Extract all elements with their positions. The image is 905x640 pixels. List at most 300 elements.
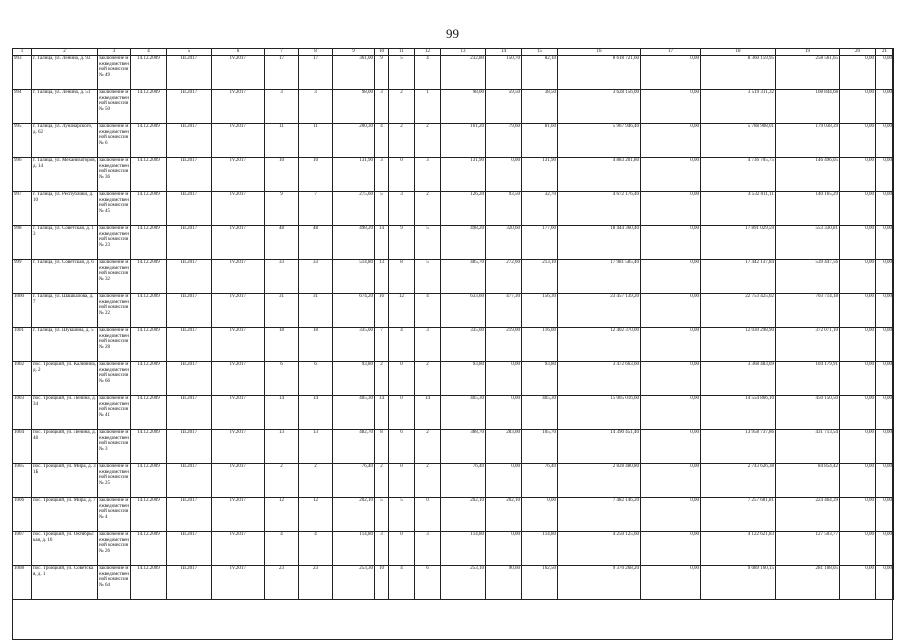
table-cell-col-1: 1005 <box>13 464 32 498</box>
table-cell-col-3: заключение межведомственной комиссии № 6 <box>98 124 131 158</box>
table-cell-col-16: 18 444 360,40 <box>558 226 641 260</box>
table-cell-col-18: 4 736 705,75 <box>701 158 776 192</box>
table-cell-col-12: 5 <box>415 226 441 260</box>
table-row <box>13 328 894 362</box>
table-cell-col-2: г. Талица, ул. Шашкалова, д. 7 <box>32 294 98 328</box>
table-cell-col-9: 114,80 <box>333 532 375 566</box>
column-header-18: 18 <box>701 49 776 56</box>
column-header-3: 3 <box>98 49 131 56</box>
table-cell-col-4: 14.12.2009 <box>131 294 167 328</box>
table-cell-col-21: 0,00 <box>876 328 894 362</box>
table-cell-col-1: 1004 <box>13 430 32 464</box>
table-cell-col-7: 14 <box>265 396 299 430</box>
table-cell-col-8: 33 <box>299 260 333 294</box>
table-row <box>13 226 894 260</box>
table-cell-col-11: 2 <box>389 124 415 158</box>
column-header-21: 21 <box>876 49 894 56</box>
table-cell-col-7: 33 <box>265 260 299 294</box>
column-header-20: 20 <box>840 49 876 56</box>
table-cell-col-20: 0,00 <box>840 566 876 600</box>
table-cell-col-15: 177,60 <box>522 226 558 260</box>
table-cell-col-6: IV.2017 <box>212 464 265 498</box>
table-cell-col-10: 9 <box>375 56 389 90</box>
table-cell-col-3: заключение межведомственной комиссии № 26 <box>98 532 131 566</box>
table-cell-col-17: 0,00 <box>641 226 701 260</box>
table-cell-col-8: 31 <box>299 294 333 328</box>
table-cell-col-9: 93,80 <box>333 362 375 396</box>
table-cell-col-11: 5 <box>389 56 415 90</box>
table-cell-col-7: 9 <box>265 192 299 226</box>
table-cell-col-20: 0,00 <box>840 362 876 396</box>
table-cell-col-15: 81,60 <box>522 124 558 158</box>
table-cell-col-18: 14 554 866,10 <box>701 396 776 430</box>
table-cell-col-20: 0,00 <box>840 396 876 430</box>
table-cell-col-21: 0,00 <box>876 124 894 158</box>
table-cell-col-6: IV.2017 <box>212 328 265 362</box>
table-cell-col-12: 3 <box>415 328 441 362</box>
table-cell-col-10: 3 <box>375 532 389 566</box>
table-cell-col-16: 4 250 125,60 <box>558 532 641 566</box>
table-cell-col-16: 15 005 016,60 <box>558 396 641 430</box>
column-header-6: 6 <box>212 49 265 56</box>
table-cell-col-5: III.2017 <box>167 226 212 260</box>
table-cell-col-6: IV.2017 <box>212 192 265 226</box>
table-cell-col-10: 14 <box>375 396 389 430</box>
table-cell-col-15: 82,10 <box>522 56 558 90</box>
table-cell-col-4: 14.12.2009 <box>131 498 167 532</box>
table-cell-col-20: 0,00 <box>840 192 876 226</box>
table-cell-col-12: 0 <box>415 498 441 532</box>
table-cell-col-16: 3 472 663,60 <box>558 362 641 396</box>
table-cell-col-10: 4 <box>375 124 389 158</box>
table-cell-col-3: заключение межведомственной комиссии № 3 <box>98 430 131 464</box>
table-cell-col-19: 553 330,81 <box>776 226 840 260</box>
table-cell-col-14: 477,30 <box>486 294 522 328</box>
table-cell-col-9: 76,40 <box>333 464 375 498</box>
table-cell-col-10: 3 <box>375 158 389 192</box>
table-cell-col-21: 0,00 <box>876 362 894 396</box>
table-cell-col-19: 179 038,39 <box>776 124 840 158</box>
table-cell-col-17: 0,00 <box>641 260 701 294</box>
table-cell-col-8: 10 <box>299 158 333 192</box>
table-row <box>13 158 894 192</box>
table-cell-col-17: 0,00 <box>641 362 701 396</box>
table-cell-col-15: 38,50 <box>522 90 558 124</box>
table-cell-col-13: 126,20 <box>441 192 486 226</box>
table-cell-col-3: заключение межведомственной комиссии № 32 <box>98 260 131 294</box>
table-cell-col-20: 0,00 <box>840 124 876 158</box>
table-cell-col-2: пос. Троицкий, ул. Калинина, д. 2 <box>32 362 98 396</box>
table-cell-col-16: 2 828 480,80 <box>558 464 641 498</box>
table-cell-col-8: 14 <box>299 396 333 430</box>
table-cell-col-11: 0 <box>389 396 415 430</box>
table-cell-col-12: 2 <box>415 362 441 396</box>
table-cell-col-5: III.2017 <box>167 396 212 430</box>
table-cell-col-1: 995 <box>13 124 32 158</box>
table-cell-col-1: 993 <box>13 56 32 90</box>
table-cell-col-8: 48 <box>299 226 333 260</box>
table-cell-col-10: 3 <box>375 90 389 124</box>
table-cell-col-4: 14.12.2009 <box>131 532 167 566</box>
table-cell-col-6: IV.2017 <box>212 56 265 90</box>
table-cell-col-21: 0,00 <box>876 566 894 600</box>
table-cell-col-9: 253,30 <box>333 566 375 600</box>
table-cell-col-19: 450 150,50 <box>776 396 840 430</box>
table-cell-col-12: 2 <box>415 192 441 226</box>
table-cell-col-7: 23 <box>265 566 299 600</box>
table-cell-col-19: 127 503,77 <box>776 532 840 566</box>
table-cell-col-20: 0,00 <box>840 532 876 566</box>
table-cell-col-4: 14.12.2009 <box>131 260 167 294</box>
table-cell-col-14: 59,50 <box>486 90 522 124</box>
table-cell-col-4: 14.12.2009 <box>131 464 167 498</box>
table-cell-col-20: 0,00 <box>840 90 876 124</box>
table-cell-col-8: 7 <box>299 192 333 226</box>
column-header-16: 16 <box>558 49 641 56</box>
table-cell-col-9: 275,60 <box>333 192 375 226</box>
table-cell-col-15: 131,90 <box>522 158 558 192</box>
table-cell-col-18: 8 360 159,95 <box>701 56 776 90</box>
table-row <box>13 464 894 498</box>
table-cell-col-5: III.2017 <box>167 192 212 226</box>
table-cell-col-8: 13 <box>299 430 333 464</box>
table-cell-col-7: 3 <box>265 90 299 124</box>
table-cell-col-13: 498,20 <box>441 226 486 260</box>
table-cell-col-21: 0,00 <box>876 226 894 260</box>
table-cell-col-6: IV.2017 <box>212 158 265 192</box>
table-cell-col-17: 0,00 <box>641 294 701 328</box>
table-cell-col-7: 10 <box>265 158 299 192</box>
table-cell-col-7: 4 <box>265 532 299 566</box>
table-cell-col-5: III.2017 <box>167 430 212 464</box>
table-cell-col-11: 5 <box>389 498 415 532</box>
table-cell-col-5: III.2017 <box>167 158 212 192</box>
table-cell-col-15: 114,80 <box>522 532 558 566</box>
table-cell-col-6: IV.2017 <box>212 260 265 294</box>
table-cell-col-15: 156,30 <box>522 294 558 328</box>
table-row <box>13 260 894 294</box>
table-cell-col-21: 0,00 <box>876 56 894 90</box>
table-cell-col-14: 93,50 <box>486 192 522 226</box>
table-cell-col-4: 14.12.2009 <box>131 192 167 226</box>
table-cell-col-4: 14.12.2009 <box>131 90 167 124</box>
table-cell-col-1: 994 <box>13 90 32 124</box>
table-cell-col-3: заключение межведомственной комиссии № 23 <box>98 226 131 260</box>
table-cell-col-5: III.2017 <box>167 90 212 124</box>
table-cell-col-20: 0,00 <box>840 158 876 192</box>
table-cell-col-13: 253,10 <box>441 566 486 600</box>
table-cell-col-11: 9 <box>389 226 415 260</box>
table-cell-col-18: 17 891 029,59 <box>701 226 776 260</box>
table-cell-col-17: 0,00 <box>641 328 701 362</box>
table-cell-col-9: 514,80 <box>333 260 375 294</box>
table-cell-col-2: пос. Троицкий, ул. Мира, д. 31Б <box>32 464 98 498</box>
table-cell-col-12: 14 <box>415 396 441 430</box>
table-cell-col-10: 10 <box>375 566 389 600</box>
table-row <box>13 90 894 124</box>
table-cell-col-16: 8 618 721,60 <box>558 56 641 90</box>
table-cell-col-19: 104 179,91 <box>776 362 840 396</box>
table-cell-col-5: III.2017 <box>167 260 212 294</box>
table-cell-col-21: 0,00 <box>876 158 894 192</box>
table-cell-col-18: 13 958 737,86 <box>701 430 776 464</box>
table-cell-col-19: 372 071,10 <box>776 328 840 362</box>
table-row <box>13 192 894 226</box>
column-header-15: 15 <box>522 49 558 56</box>
table-cell-col-9: 335,00 <box>333 328 375 362</box>
table-cell-col-4: 14.12.2009 <box>131 226 167 260</box>
table-cell-col-17: 0,00 <box>641 532 701 566</box>
table-cell-col-12: 2 <box>415 464 441 498</box>
column-header-13: 13 <box>441 49 486 56</box>
table-cell-col-13: 76,40 <box>441 464 486 498</box>
column-header-14: 14 <box>486 49 522 56</box>
table-cell-col-10: 14 <box>375 226 389 260</box>
table-cell-col-12: 3 <box>415 158 441 192</box>
table-cell-col-5: III.2017 <box>167 532 212 566</box>
table-cell-col-6: IV.2017 <box>212 498 265 532</box>
table-cell-col-19: 146 496,05 <box>776 158 840 192</box>
table-cell-col-6: IV.2017 <box>212 566 265 600</box>
table-cell-col-9: 498,20 <box>333 226 375 260</box>
table-cell-col-11: 8 <box>389 260 415 294</box>
table-cell-col-16: 3 628 156,00 <box>558 90 641 124</box>
table-cell-col-14: 0,00 <box>486 396 522 430</box>
table-cell-col-6: IV.2017 <box>212 532 265 566</box>
table-cell-col-8: 2 <box>299 464 333 498</box>
table-cell-col-12: 1 <box>415 90 441 124</box>
table-cell-col-16: 12 402 370,00 <box>558 328 641 362</box>
table-row <box>13 498 894 532</box>
table-cell-col-2: г. Талица, ул. Советская, д. 13 <box>32 226 98 260</box>
table-cell-col-13: 114,80 <box>441 532 486 566</box>
table-cell-col-15: 0,00 <box>522 498 558 532</box>
table-cell-col-2: г. Талица, ул. Советская, д. 6 <box>32 260 98 294</box>
table-cell-col-3: заключение межведомственной комиссии № 22 <box>98 294 131 328</box>
table-cell-col-13: 335,00 <box>441 328 486 362</box>
table-cell-col-8: 6 <box>299 362 333 396</box>
table-cell-col-21: 0,00 <box>876 192 894 226</box>
table-cell-col-5: III.2017 <box>167 294 212 328</box>
table-cell-col-5: III.2017 <box>167 124 212 158</box>
table-cell-col-13: 93,80 <box>441 362 486 396</box>
table-cell-col-13: 202,10 <box>441 498 486 532</box>
table-cell-col-12: 3 <box>415 532 441 566</box>
table-cell-col-5: III.2017 <box>167 464 212 498</box>
table-cell-col-15: 105,70 <box>522 430 558 464</box>
table-cell-col-12: 5 <box>415 260 441 294</box>
table-cell-col-3: заключение межведомственной комиссии № 64 <box>98 566 131 600</box>
table-cell-col-15: 32,70 <box>522 192 558 226</box>
table-cell-col-18: 7 257 681,81 <box>701 498 776 532</box>
table-cell-col-16: 23 457 139,20 <box>558 294 641 328</box>
table-cell-col-11: 0 <box>389 464 415 498</box>
table-cell-col-4: 14.12.2009 <box>131 158 167 192</box>
table-cell-col-15: 405,30 <box>522 396 558 430</box>
table-cell-col-10: 2 <box>375 464 389 498</box>
page-number: 99 <box>446 26 459 41</box>
table-cell-col-16: 14 390 451,40 <box>558 430 641 464</box>
table-cell-col-14: 90,60 <box>486 566 522 600</box>
table-cell-col-1: 999 <box>13 260 32 294</box>
table-cell-col-17: 0,00 <box>641 498 701 532</box>
table-cell-col-15: 76,40 <box>522 464 558 498</box>
column-header-5: 5 <box>167 49 212 56</box>
table-cell-col-2: г. Талица, ул. Ленина, д. 51 <box>32 90 98 124</box>
table-cell-col-4: 14.12.2009 <box>131 328 167 362</box>
table-cell-col-6: IV.2017 <box>212 362 265 396</box>
table-cell-col-10: 7 <box>375 328 389 362</box>
table-cell-col-14: 79,60 <box>486 124 522 158</box>
table-cell-col-17: 0,00 <box>641 566 701 600</box>
table-cell-col-9: 131,90 <box>333 158 375 192</box>
table-cell-col-11: 0 <box>389 532 415 566</box>
table-cell-col-1: 1002 <box>13 362 32 396</box>
table-cell-col-21: 0,00 <box>876 464 894 498</box>
table-cell-col-7: 17 <box>265 56 299 90</box>
table-cell-col-10: 8 <box>375 430 389 464</box>
table-cell-col-8: 3 <box>299 90 333 124</box>
housing-register-table <box>12 48 894 600</box>
table-cell-col-6: IV.2017 <box>212 90 265 124</box>
table-cell-col-17: 0,00 <box>641 192 701 226</box>
table-cell-col-13: 388,70 <box>441 430 486 464</box>
table-cell-col-20: 0,00 <box>840 56 876 90</box>
table-cell-col-10: 5 <box>375 192 389 226</box>
column-header-11: 11 <box>389 49 415 56</box>
table-cell-col-14: 150,70 <box>486 56 522 90</box>
table-cell-col-17: 0,00 <box>641 90 701 124</box>
table-cell-col-19: 140 165,29 <box>776 192 840 226</box>
table-cell-col-1: 998 <box>13 226 32 260</box>
table-cell-col-10: 13 <box>375 260 389 294</box>
table-cell-col-4: 14.12.2009 <box>131 396 167 430</box>
table-row <box>13 124 894 158</box>
table-cell-col-18: 5 788 908,01 <box>701 124 776 158</box>
table-cell-col-12: 6 <box>415 566 441 600</box>
table-cell-col-14: 0,00 <box>486 362 522 396</box>
table-cell-col-5: III.2017 <box>167 328 212 362</box>
table-cell-col-7: 31 <box>265 294 299 328</box>
table-cell-col-2: г. Талица, ул. Луначарского, д. 62 <box>32 124 98 158</box>
table-cell-col-17: 0,00 <box>641 396 701 430</box>
column-header-17: 17 <box>641 49 701 56</box>
table-cell-col-19: 224 464,39 <box>776 498 840 532</box>
table-cell-col-2: г. Талица, ул. Республики, д. 10 <box>32 192 98 226</box>
table-cell-col-20: 0,00 <box>840 260 876 294</box>
table-cell-col-20: 0,00 <box>840 430 876 464</box>
table-cell-col-7: 6 <box>265 362 299 396</box>
table-cell-col-4: 14.12.2009 <box>131 124 167 158</box>
table-cell-col-3: заключение межведомственной комиссии № 36 <box>98 158 131 192</box>
table-cell-col-2: пос. Троицкий, ул. Ленина, д. 34 <box>32 396 98 430</box>
table-cell-col-12: 2 <box>415 430 441 464</box>
table-cell-col-7: 48 <box>265 226 299 260</box>
table-cell-col-9: 202,10 <box>333 498 375 532</box>
table-cell-col-13: 633,60 <box>441 294 486 328</box>
table-cell-col-15: 162,50 <box>522 566 558 600</box>
column-header-7: 7 <box>265 49 299 56</box>
table-cell-col-14: 272,60 <box>486 260 522 294</box>
table-cell-col-13: 485,70 <box>441 260 486 294</box>
column-header-4: 4 <box>131 49 167 56</box>
table-cell-col-17: 0,00 <box>641 56 701 90</box>
table-cell-col-2: г. Талица, ул. Шукшина, д. 5 <box>32 328 98 362</box>
table-cell-col-10: 2 <box>375 362 389 396</box>
table-cell-col-8: 23 <box>299 566 333 600</box>
table-cell-col-17: 0,00 <box>641 430 701 464</box>
column-header-8: 8 <box>299 49 333 56</box>
table-cell-col-17: 0,00 <box>641 124 701 158</box>
table-cell-col-5: III.2017 <box>167 362 212 396</box>
table-cell-col-3: заключение межведомственной комиссии № 50 <box>98 90 131 124</box>
table-cell-col-20: 0,00 <box>840 226 876 260</box>
column-header-10: 10 <box>375 49 389 56</box>
table-cell-col-11: 12 <box>389 294 415 328</box>
table-row <box>13 430 894 464</box>
table-cell-col-4: 14.12.2009 <box>131 430 167 464</box>
table-cell-col-13: 161,20 <box>441 124 486 158</box>
column-header-2: 2 <box>32 49 98 56</box>
table-cell-col-14: 0,00 <box>486 158 522 192</box>
table-cell-col-18: 17 442 137,84 <box>701 260 776 294</box>
table-cell-col-2: пос. Троицкий, ул. Ленина, д. 48 <box>32 430 98 464</box>
table-cell-col-20: 0,00 <box>840 328 876 362</box>
table-cell-col-8: 12 <box>299 498 333 532</box>
table-cell-col-11: 0 <box>389 362 415 396</box>
table-cell-col-4: 14.12.2009 <box>131 362 167 396</box>
table-cell-col-12: 2 <box>415 124 441 158</box>
table-cell-col-11: 6 <box>389 430 415 464</box>
table-cell-col-1: 1006 <box>13 498 32 532</box>
table-cell-col-1: 996 <box>13 158 32 192</box>
table-row <box>13 294 894 328</box>
table-cell-col-14: 283,00 <box>486 430 522 464</box>
table-cell-col-3: заключение межведомственной комиссии № 45 <box>98 192 131 226</box>
table-cell-col-20: 0,00 <box>840 294 876 328</box>
table-cell-col-2: пос. Троицкий, ул. Советская, д. 1 <box>32 566 98 600</box>
table-cell-col-3: заключение межведомственной комиссии № 66 <box>98 362 131 396</box>
table-cell-col-13: 232,80 <box>441 56 486 90</box>
table-cell-col-4: 14.12.2009 <box>131 56 167 90</box>
column-header-19: 19 <box>776 49 840 56</box>
table-row <box>13 362 894 396</box>
table-cell-col-21: 0,00 <box>876 294 894 328</box>
table-cell-col-21: 0,00 <box>876 532 894 566</box>
table-cell-col-16: 4 883 201,80 <box>558 158 641 192</box>
table-cell-col-16: 4 672 176,40 <box>558 192 641 226</box>
table-cell-col-7: 11 <box>265 124 299 158</box>
table-cell-col-20: 0,00 <box>840 464 876 498</box>
table-cell-col-12: 4 <box>415 294 441 328</box>
table-cell-col-11: 4 <box>389 566 415 600</box>
table-cell-col-8: 17 <box>299 56 333 90</box>
table-cell-col-9: 674,20 <box>333 294 375 328</box>
table-cell-col-6: IV.2017 <box>212 396 265 430</box>
table-cell-col-3: заключение межведомственной комиссии № 25 <box>98 464 131 498</box>
table-cell-col-1: 1003 <box>13 396 32 430</box>
table-cell-col-6: IV.2017 <box>212 294 265 328</box>
table-cell-col-9: 482,70 <box>333 430 375 464</box>
table-cell-col-9: 200,30 <box>333 124 375 158</box>
table-cell-col-14: 320,60 <box>486 226 522 260</box>
column-header-9: 9 <box>333 49 375 56</box>
table-cell-col-14: 0,00 <box>486 532 522 566</box>
table-cell-col-1: 997 <box>13 192 32 226</box>
table-cell-col-18: 3 519 311,32 <box>701 90 776 124</box>
table-cell-col-11: 0 <box>389 158 415 192</box>
table-cell-col-10: 5 <box>375 498 389 532</box>
